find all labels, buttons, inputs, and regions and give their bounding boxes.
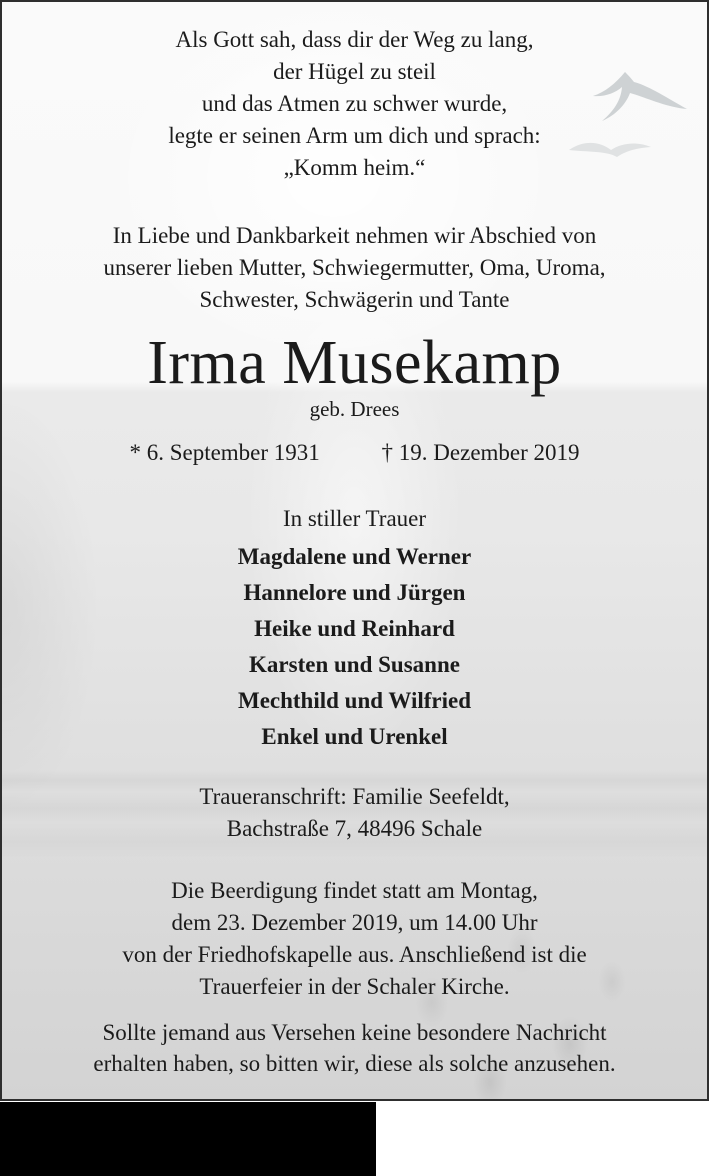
note-line: Sollte jemand aus Versehen keine besondere Nachricht [102,1020,607,1045]
deceased-name: Irma Musekamp [147,329,562,397]
poem-line: „Komm heim.“ [283,155,426,180]
poem-line: und das Atmen zu schwer wurde, [201,91,508,116]
maiden-name: geb. Drees [309,397,400,421]
mourning-address [2,781,707,845]
mourner-line: Enkel und Urenkel [261,724,448,749]
redaction-block [0,1102,376,1176]
funeral-line: von der Friedhofskapelle aus. Anschließend ist die [122,942,587,967]
mourners-list [2,539,707,755]
funeral-line: dem 23. Dezember 2019, um 14.00 Uhr [171,910,538,935]
farewell-intro [2,220,707,316]
death-date: † 19. Dezember 2019 [381,440,580,465]
mourner-line: Magdalene und Werner [237,544,472,569]
mourner-line: Mechthild und Wilfried [237,688,472,713]
life-dates [2,437,707,469]
funeral-line: Die Beerdigung findet statt am Montag, [171,878,538,903]
poem-line: Als Gott sah, dass dir der Weg zu lang, [175,27,534,52]
intro-line: Schwester, Schwägerin und Tante [199,287,510,312]
poem-line: der Hügel zu steil [273,59,436,84]
intro-line: In Liebe und Dankbarkeit nehmen wir Abschied von [112,223,597,248]
birth-date: * 6. September 1931 [129,440,320,465]
funeral-details [2,875,707,1003]
mourner-line: Heike und Reinhard [254,616,455,641]
intro-line: unserer lieben Mutter, Schwiegermutter, Oma, Uroma, [103,255,606,280]
poem-line: legte er seinen Arm um dich und sprach: [168,123,541,148]
notification-note [2,1017,707,1079]
mourner-line: Karsten und Susanne [249,652,460,677]
mourner-line: Hannelore und Jürgen [243,580,466,605]
mourning-header: In stiller Trauer [282,506,427,531]
address-line: Bachstraße 7, 48496 Schale [226,816,483,841]
address-line: Traueranschrift: Familie Seefeldt, [199,784,510,809]
opening-poem [2,24,707,184]
funeral-line: Trauerfeier in der Schaler Kirche. [199,974,510,999]
note-line: erhalten haben, so bitten wir, diese als solche anzusehen. [93,1051,616,1076]
